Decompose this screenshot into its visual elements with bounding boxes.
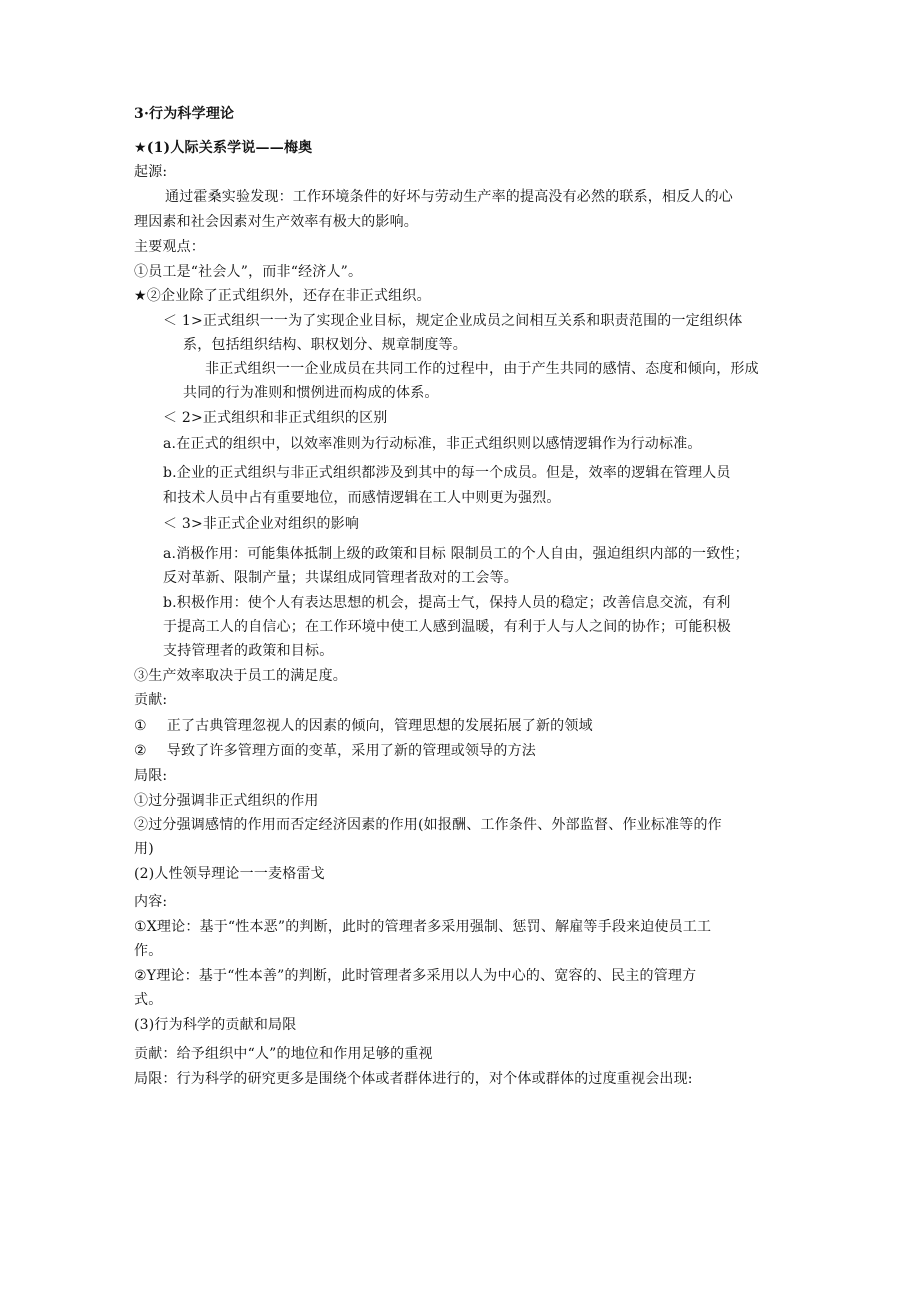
s2-content-label: 内容: [134,894,168,910]
theory-x-2: 作。 [134,943,163,959]
s1-heading: (1)人际关系学说——梅奥 [146,140,313,156]
limit-label: 局限: [134,768,168,784]
s3-limit: 局限：行为科学的研究更多是围绕个体或者群体进行的，对个体或群体的过度重视会出现: [134,1071,693,1087]
section-title: 3·行为科学理论 [134,106,235,122]
contrib-1-number: ① [134,718,147,734]
s2-heading: (2)人性领导理论一一麦格雷戈 [134,866,325,882]
view-2-line [134,286,431,306]
difference-a: a.在正式的组织中，以效率准则为行动标准，非正式组织则以感情逻辑作为行动标准。 [163,436,702,452]
limit-2-2: 用) [134,841,154,857]
theory-y-1: ②Y理论：基于“性本善”的判断，此时管理者多采用以人为中心的、宽容的、民主的管理方 [134,968,697,984]
origin-text-1: 通过霍桑实验发现：工作环境条件的好坏与劳动生产率的提高没有必然的联系，相反人的心 [165,189,733,205]
star-icon: ★ [134,288,147,304]
theory-y-2: 式。 [134,992,163,1008]
contrib-2-line [134,741,536,761]
s1-heading-line [134,138,312,158]
contrib-1: 正了古典管理忽视人的因素的倾向，管理思想的发展拓展了新的领域 [166,718,593,734]
contrib-2-number: ② [134,743,147,759]
formal-org-2: 系，包括组织结构、职权划分、规章制度等。 [183,337,467,353]
influence-heading: ＜ 3>非正式企业对组织的影响 [163,516,360,532]
influence-b-1: b.积极作用：使个人有表达思想的机会，提高士气，保持人员的稳定；改善信息交流，有利 [163,595,731,611]
views-label: 主要观点： [134,239,205,255]
informal-org-2: 共同的行为准则和惯例进而构成的体系。 [183,385,439,401]
influence-b-3: 支持管理者的政策和目标。 [163,643,334,659]
influence-b-2: 于提高工人的自信心；在工作环境中使工人感到温暖，有利于人与人之间的协作；可能积极 [163,619,731,635]
difference-b-1: b.企业的正式组织与非正式组织都涉及到其中的每一个成员。但是，效率的逻辑在管理人员 [163,465,731,481]
formal-org-1: ＜ 1>正式组织一一为了实现企业目标，规定企业成员之间相互关系和职责范围的一定组织体 [163,313,743,329]
informal-org-1: 非正式组织一一企业成员在共同工作的过程中，由于产生共同的感情、态度和倾向，形成 [205,361,759,377]
difference-heading: ＜ 2>正式组织和非正式组织的区别 [163,410,388,426]
view-3: ③生产效率取决于员工的满足度。 [134,668,347,684]
view-2: ②企业除了正式组织外，还存在非正式组织。 [146,288,431,304]
star-icon: ★ [134,140,147,156]
contrib-2: 导致了许多管理方面的变革，采用了新的管理或领导的方法 [166,743,536,759]
origin-text-2: 理因素和社会因素对生产效率有极大的影响。 [134,214,418,230]
origin-label: 起源: [134,164,168,180]
view-1: ①员工是“社会人”，而非“经济人”。 [134,264,363,280]
contrib-1-line [134,716,593,736]
influence-a-2: 反对革新、限制产量；共谋组成同管理者敌对的工会等。 [163,570,518,586]
limit-1: ①过分强调非正式组织的作用 [134,793,319,809]
contrib-label: 贡献: [134,692,168,708]
theory-x-1: ①X理论：基于“性本恶”的判断，此时的管理者多采用强制、惩罚、解雇等手段来迫使员工工 [134,919,712,935]
s3-heading: (3)行为科学的贡献和局限 [134,1017,297,1033]
influence-a-1: a.消极作用：可能集体抵制上级的政策和目标 限制员工的个人自由，强迫组织内部的一致性； [163,546,749,562]
limit-2-1: ②过分强调感情的作用而否定经济因素的作用(如报酬、工作条件、外部监督、作业标准等的作 [134,817,722,833]
difference-b-2: 和技术人员中占有重要地位，而感情逻辑在工人中则更为强烈。 [163,490,561,506]
s3-contrib: 贡献：给予组织中“人”的地位和作用足够的重视 [134,1046,433,1062]
